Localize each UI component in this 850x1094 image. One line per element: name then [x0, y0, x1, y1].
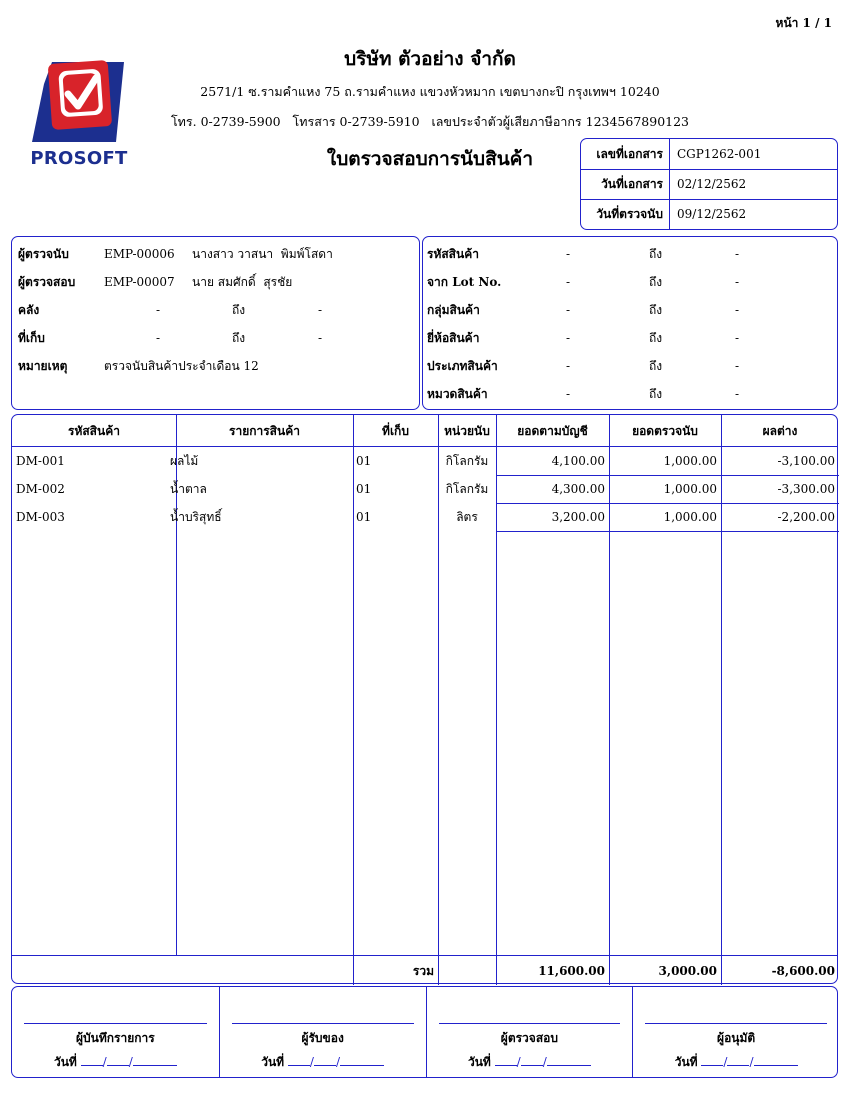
total-difference: -8,600.00 [771, 964, 835, 978]
criteria-right-from: - [566, 359, 571, 373]
counter-code: EMP-00006 [104, 247, 175, 261]
date-blank [521, 1054, 543, 1066]
signature-line [232, 1023, 414, 1024]
location-to-label: ถึง [232, 331, 246, 345]
criteria-right-box [422, 236, 838, 410]
count-date-value: 09/12/2562 [677, 207, 747, 221]
row-location: 01 [356, 482, 372, 496]
row-code: DM-001 [16, 454, 65, 468]
row-difference: -3,300.00 [777, 482, 835, 496]
company-contact: โทร. 0-2739-5900 โทรสาร 0-2739-5910 เลขประจำตัวผู้เสียภาษีอากร 1234567890123 [170, 114, 690, 129]
col-header-count-qty: ยอดตรวจนับ [632, 424, 698, 438]
row-code: DM-002 [16, 482, 65, 496]
total-label: รวม [412, 964, 434, 978]
date-blank [727, 1054, 749, 1066]
document-info-box [580, 138, 838, 230]
date-blank [107, 1054, 129, 1066]
location-to: - [318, 331, 323, 345]
count-date-row [581, 199, 837, 229]
signature-date: วันที่ / / [427, 1053, 633, 1072]
signature-label: ผู้บันทึกรายการ [76, 1031, 155, 1045]
date-blank [133, 1054, 177, 1066]
criteria-right-from: - [566, 275, 571, 289]
row-item: น้ำตาล [170, 482, 207, 496]
row-item: น้ำบริสุทธิ์ [170, 510, 222, 524]
total-count-qty: 3,000.00 [658, 964, 717, 978]
row-difference: -3,100.00 [777, 454, 835, 468]
prosoft-logo-icon [30, 56, 128, 146]
criteria-right-label: ยี่ห้อสินค้า [427, 331, 480, 345]
signature-line [439, 1023, 621, 1024]
signature-line [645, 1023, 827, 1024]
warehouse-to: - [318, 303, 323, 317]
doc-number-row [581, 139, 837, 169]
signature-date-label: วันที่ [674, 1055, 698, 1069]
row-book-qty: 4,300.00 [551, 482, 605, 496]
date-blank [314, 1054, 336, 1066]
date-blank [288, 1054, 310, 1066]
warehouse-to-label: ถึง [232, 303, 246, 317]
row-book-qty: 4,100.00 [551, 454, 605, 468]
signature-date: วันที่ / / [220, 1053, 426, 1072]
page-number: หน้า 1 / 1 [775, 16, 832, 30]
location-label: ที่เก็บ [18, 331, 45, 345]
doc-number-label: เลขที่เอกสาร [581, 139, 670, 169]
criteria-right-to: - [735, 275, 740, 289]
signature-box [11, 986, 838, 1078]
criteria-right-from: - [566, 331, 571, 345]
total-book-qty: 11,600.00 [538, 964, 605, 978]
row-location: 01 [356, 454, 372, 468]
criteria-right-to-label: ถึง [649, 275, 663, 289]
signature-date-label: วันที่ [467, 1055, 491, 1069]
criteria-right-to-label: ถึง [649, 303, 663, 317]
checker-code: EMP-00007 [104, 275, 175, 289]
criteria-right-to-label: ถึง [649, 247, 663, 261]
row-unit: ลิตร [456, 510, 478, 524]
col-header-book-qty: ยอดตามบัญชี [517, 424, 588, 438]
criteria-right-from: - [566, 303, 571, 317]
count-date-label: วันที่ตรวจนับ [581, 199, 670, 229]
date-blank [701, 1054, 723, 1066]
doc-number-value: CGP1262-001 [677, 147, 762, 161]
company-logo [20, 42, 138, 172]
checker-label: ผู้ตรวจสอบ [18, 275, 76, 289]
date-blank [81, 1054, 103, 1066]
signature-date: วันที่ / / [12, 1053, 219, 1072]
counter-label: ผู้ตรวจนับ [18, 247, 69, 261]
remark-value: ตรวจนับสินค้าประจำเดือน 12 [104, 359, 259, 373]
signature-date-label: วันที่ [261, 1055, 285, 1069]
row-unit: กิโลกรัม [445, 482, 489, 496]
signature-column [632, 987, 839, 1077]
signature-column [426, 987, 633, 1077]
col-header-unit: หน่วยนับ [444, 424, 490, 438]
signature-date: วันที่ / / [633, 1053, 839, 1072]
document-title: ใบตรวจสอบการนับสินค้า [326, 148, 534, 170]
row-book-qty: 3,200.00 [551, 510, 605, 524]
criteria-right-to: - [735, 331, 740, 345]
criteria-right-label: ประเภทสินค้า [427, 359, 498, 373]
col-header-difference: ผลต่าง [762, 424, 798, 438]
criteria-right-label: รหัสสินค้า [427, 247, 479, 261]
col-header-location: ที่เก็บ [382, 424, 409, 438]
row-location: 01 [356, 510, 372, 524]
row-code: DM-003 [16, 510, 65, 524]
date-blank [547, 1054, 591, 1066]
doc-date-value: 02/12/2562 [677, 177, 747, 191]
criteria-right-from: - [566, 247, 571, 261]
date-blank [340, 1054, 384, 1066]
warehouse-label: คลัง [18, 303, 40, 317]
signature-label: ผู้รับของ [301, 1031, 344, 1045]
checker-name: นาย สมศักดิ์ สุรชัย [192, 275, 293, 289]
criteria-right-to-label: ถึง [649, 331, 663, 345]
criteria-left-box [11, 236, 420, 410]
logo-text: PROSOFT [30, 148, 128, 169]
criteria-right-from: - [566, 387, 571, 401]
criteria-right-to: - [735, 303, 740, 317]
criteria-right-to: - [735, 359, 740, 373]
date-blank [754, 1054, 798, 1066]
doc-date-label: วันที่เอกสาร [581, 169, 670, 199]
doc-date-row [581, 169, 837, 199]
company-address: 2571/1 ซ.รามคำแหง 75 ถ.รามคำแหง แขวงหัวหมาก เขตบางกะปิ กรุงเทพฯ 10240 [200, 84, 660, 99]
criteria-right-to: - [735, 247, 740, 261]
criteria-right-label: จาก Lot No. [427, 275, 502, 289]
signature-column [219, 987, 426, 1077]
criteria-right-to-label: ถึง [649, 387, 663, 401]
criteria-right-label: หมวดสินค้า [427, 387, 488, 401]
signature-line [24, 1023, 207, 1024]
criteria-right-label: กลุ่มสินค้า [427, 303, 480, 317]
criteria-right-to: - [735, 387, 740, 401]
signature-label: ผู้อนุมัติ [717, 1031, 756, 1045]
company-name: บริษัท ตัวอย่าง จำกัด [344, 48, 516, 70]
row-count-qty: 1,000.00 [663, 482, 717, 496]
count-table [11, 414, 838, 984]
counter-name: นางสาว วาสนา พิมพ์โสดา [192, 247, 333, 261]
row-difference: -2,200.00 [777, 510, 835, 524]
date-blank [495, 1054, 517, 1066]
row-count-qty: 1,000.00 [663, 510, 717, 524]
warehouse-from: - [156, 303, 161, 317]
signature-date-label: วันที่ [53, 1055, 77, 1069]
criteria-right-to-label: ถึง [649, 359, 663, 373]
row-count-qty: 1,000.00 [663, 454, 717, 468]
col-header-item: รายการสินค้า [229, 424, 300, 438]
row-unit: กิโลกรัม [445, 454, 489, 468]
col-header-code: รหัสสินค้า [68, 424, 120, 438]
signature-column [12, 987, 219, 1077]
remark-label: หมายเหตุ [18, 359, 68, 373]
signature-label: ผู้ตรวจสอบ [500, 1031, 558, 1045]
location-from: - [156, 331, 161, 345]
row-item: ผลไม้ [170, 454, 199, 468]
